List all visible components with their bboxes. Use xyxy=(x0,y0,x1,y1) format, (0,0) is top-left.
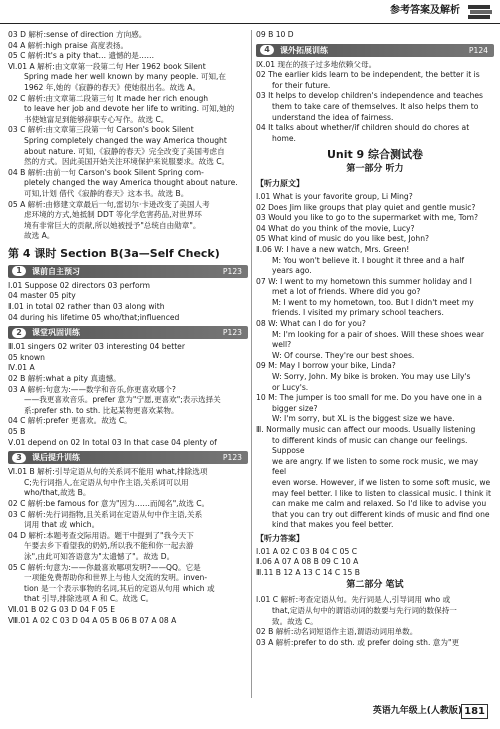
text-line: Ⅵ.01 B 解析:引导定语从句的关系词不能用 what,排除选项 xyxy=(8,467,208,477)
text-line: that,定语从句中的谓语动词的数要与先行词的数保持一 xyxy=(272,605,457,615)
text-line: well? xyxy=(272,340,292,350)
text-line: 09 M: May I borrow your bike, Linda? xyxy=(256,361,396,371)
text-line: 07 W: I went to my hometown this summer holiday and I xyxy=(256,276,472,286)
text-line: 03 A 解析:prefer to do sth. 或 prefer doing sth. 意为"更 xyxy=(256,637,460,647)
text-line: Ⅱ.06 W: I have a new watch, Mrs. Green! xyxy=(256,244,410,254)
section-banner-after-class xyxy=(8,451,248,464)
text-line: M: I'm looking for a pair of shoes. Will these shoes wear xyxy=(272,329,484,339)
text-line: 午要去乡下看望我的奶奶,所以我不能和你一起去游 xyxy=(24,541,194,551)
text-line: 然的方式。因此美国开始关注环境保护来说服要求。故选 C。 xyxy=(24,157,230,167)
column-divider xyxy=(251,30,252,698)
text-line: 03 A 解析:句意为:——数学和音乐,你更喜欢哪个? xyxy=(8,384,176,394)
text-line: 可知,计划 借代《寂静的春天》这本书。故选 B。 xyxy=(24,188,189,198)
text-line: 03 Would you like to go to the supermarket with me, Tom? xyxy=(256,213,479,223)
section-banner-extension xyxy=(256,44,494,57)
text-line: Ⅲ.01 singers 02 writer 03 interesting 04 better xyxy=(8,342,185,352)
text-line: to different kinds of music can change our feelings. Suppose xyxy=(272,435,468,456)
text-line: 04 B 解析:由前一句 Carson's book Silent Spring com- xyxy=(8,167,204,177)
banner-page: P123 xyxy=(222,328,242,338)
text-line: we are angry. If we listen to some rock music, we may feel xyxy=(272,456,479,477)
text-line: met a lot of friends. Where did you go? xyxy=(272,287,421,297)
text-line: Ⅳ.01 A xyxy=(8,363,35,373)
page-number: 181 xyxy=(461,704,488,719)
text-line: 09 B 10 D xyxy=(256,30,294,39)
text-line: 系:prefer sth. to sth. 比起某物更喜欢某物。 xyxy=(24,405,179,415)
footer-book-title: 英语九年级上(人教版) xyxy=(372,706,462,716)
text-line: Spring made her well known by many people. 可知,在 xyxy=(24,72,226,82)
text-line: 04 C 解析:prefer 更喜欢。故选 C。 xyxy=(8,416,132,426)
banner-number: 3 xyxy=(12,453,26,463)
text-line: 05 C 解析:句意为:——你最喜欢哪项发明?——QQ。它是 xyxy=(8,562,201,572)
text-line: 04 It talks about whether/if children should do chores at xyxy=(256,123,470,133)
banner-label: 课前自主预习 xyxy=(32,266,80,276)
header-title: 参考答案及解析 xyxy=(390,5,460,16)
banner-number: 4 xyxy=(260,45,274,55)
banner-label: 课外拓展训练 xyxy=(280,45,328,55)
text-line: pletely changed the way America thought about nature. xyxy=(24,178,238,188)
page-footer xyxy=(0,700,500,729)
answer-block-extension xyxy=(256,60,494,145)
text-line: Ⅱ.01 in total 02 rather than 03 along with xyxy=(8,302,165,312)
text-line: them to take care of themselves. It also helps them to xyxy=(272,101,479,111)
books-logo-icon xyxy=(466,3,494,21)
text-line: W: I'm sorry, but XL is the biggest size we have. xyxy=(272,414,455,424)
text-line: 致。故选 C。 xyxy=(272,616,318,626)
banner-page: P124 xyxy=(468,45,488,55)
text-line: even worse. However, if we listen to some soft music, we xyxy=(272,477,491,487)
text-line: 05 known xyxy=(8,352,45,362)
answer-block-preview xyxy=(8,281,248,323)
text-line: 03 C 解析:由文章第三段第一句 Carson's book Silent xyxy=(8,125,194,135)
part-two-title: 第二部分 笔试 xyxy=(346,580,404,591)
right-column xyxy=(256,30,494,698)
text-line: or Lucy's. xyxy=(272,382,309,392)
text-line: 境有非常巨大的贡献,所以她被授予"总统自由勋章"。 xyxy=(24,220,201,230)
text-line: to leave her job and devote her life to writing. 可知,她的 xyxy=(24,104,235,114)
left-column xyxy=(8,30,248,698)
text-line: Ⅱ.06 A 07 A 08 B 09 C 10 A xyxy=(256,557,359,567)
text-line: 1962 年,她的《寂静的春天》使她很出名。故选 A。 xyxy=(24,82,201,92)
text-line: Ⅰ.01 A 02 C 03 B 04 C 05 C xyxy=(256,546,358,556)
text-line: Ⅰ.01 What is your favorite group, Li Ming? xyxy=(256,191,413,201)
banner-number: 1 xyxy=(12,266,26,276)
text-line: 05 What kind of music do you like best, John? xyxy=(256,234,430,244)
answer-block-classroom xyxy=(8,342,248,448)
text-line: M: You won't believe it. I bought it three and a half xyxy=(272,255,465,265)
text-line: 02 B 解析:what a pity 真遗憾。 xyxy=(8,374,121,384)
text-line: 故选 A。 xyxy=(24,231,55,241)
text-line: who/that,故选 B。 xyxy=(24,488,91,498)
text-line: for their future. xyxy=(272,80,331,90)
text-line: W: Of course. They're our best shoes. xyxy=(272,350,415,360)
text-line: 书使她富足到能够辞职专心写作。故选 C。 xyxy=(24,114,169,124)
text-line: 05 B xyxy=(8,427,26,436)
text-line: Ⅲ.11 B 12 A 13 C 14 C 15 B xyxy=(256,567,360,577)
text-line: tion 是一个表示事物的名词,其后的定语从句用 which 或 xyxy=(24,583,215,593)
text-line: W: Sorry, John. My bike is broken. You may use Lily's xyxy=(272,372,471,382)
text-line: Ⅰ.01 Suppose 02 directors 03 perform xyxy=(8,280,151,290)
section-banner-preview xyxy=(8,265,248,278)
text-line: 泳",由此可知答语意为"太遗憾了"。故选 D。 xyxy=(24,551,175,561)
section-banner-classroom xyxy=(8,326,248,339)
listening-answers-heading: 【听力答案】 xyxy=(256,533,304,543)
text-line: 02 B 解析:动名词短语作主语,谓语动词用单数。 xyxy=(256,627,418,637)
answer-block-after-class xyxy=(8,467,248,626)
text-line: 03 It helps to develop children's independence and teaches xyxy=(256,91,484,101)
text-line: kind that makes you feel better. xyxy=(272,520,394,530)
text-line: Ⅷ.01 A 02 C 03 D 04 A 05 B 06 B 07 A 08 A xyxy=(8,615,177,625)
text-line: 10 M: The jumper is too small for me. Do you have one in a xyxy=(256,393,482,403)
written-answers xyxy=(256,595,494,648)
text-line: 词用 that 或 which。 xyxy=(24,520,100,530)
text-line: Ⅶ.01 B 02 G 03 D 04 F 05 E xyxy=(8,604,116,614)
text-line: 02 C 解析:be famous for 意为"因为……而闻名",故选 C。 xyxy=(8,498,210,508)
text-line: bigger size? xyxy=(272,403,318,413)
listening-script xyxy=(256,192,494,531)
text-line: understand the idea of fairness. xyxy=(272,112,394,122)
text-line: 04 master 05 pity xyxy=(8,291,76,301)
text-line: Ⅵ.01 A 解析:由文章第一段第二句 Her 1962 book Silent xyxy=(8,61,206,71)
text-line: 04 A 解析:high praise 高度表扬。 xyxy=(8,40,129,50)
banner-page: P123 xyxy=(222,453,242,463)
unit-title: Unit 9 综合测试卷 xyxy=(326,148,424,162)
text-line: 08 W: What can I do for you? xyxy=(256,319,366,329)
listening-script-heading: 【听力原文】 xyxy=(256,179,304,189)
text-line: Ⅴ.01 depend on 02 In total 03 In that case 04 plenty of xyxy=(8,437,217,447)
text-line: 04 during his lifetime 05 who/that;influenced xyxy=(8,312,180,322)
text-line: 一项能免费帮助你和世界上与他人交流的发明。inven- xyxy=(24,573,208,583)
text-line: Ⅰ.01 C 解析:考查定语从句。先行词是人,引导词用 who 或 xyxy=(256,595,451,605)
text-line: that 引导,排除选项 A 和 C。故选 C。 xyxy=(24,594,154,604)
banner-page: P123 xyxy=(222,266,242,276)
text-line: M: I went to my hometown, too. But I didn't meet my xyxy=(272,297,474,307)
text-line: ——我更喜欢音乐。prefer 意为"宁愿,更喜欢";表示选择关 xyxy=(24,395,221,405)
text-line: 04 What do you think of the movie, Lucy? xyxy=(256,223,415,233)
text-line: 02 The earlier kids learn to be independent, the better it is xyxy=(256,70,480,80)
text-line: can make me calm and relaxed. So I'd like to advise you xyxy=(272,499,487,509)
text-line: 虑环境的方式,她抵制 DDT 等化学危害药品,对世界环 xyxy=(24,210,202,220)
listening-answers xyxy=(256,547,494,579)
text-line: 02 Does Jim like groups that play quiet and gentle music? xyxy=(256,202,476,212)
lesson-heading: 第 4 课时 Section B(3a—Self Check) xyxy=(8,246,220,260)
text-line: 03 D 解析:sense of direction 方向感。 xyxy=(8,30,147,39)
text-line: home. xyxy=(272,133,296,143)
text-line: friends. I visited my primary school teachers. xyxy=(272,308,444,318)
text-line: Ⅲ. Normally music can affect our moods. Usually listening xyxy=(256,425,476,434)
text-line: 05 C 解析:It's a pity that… 遗憾的是…… xyxy=(8,51,155,61)
text-line: about nature. 可知,《寂静的春天》完全改变了美国考虑自 xyxy=(24,146,225,156)
text-line: C;先行词指人,在定语从句中作主语,关系词可以用 xyxy=(24,477,189,487)
text-line: that you can try out different kinds of music and find one xyxy=(272,509,490,519)
text-line: 04 D 解析:本题考查交际用语。题干中提到了"我今天下 xyxy=(8,530,194,540)
banner-label: 课堂巩固训练 xyxy=(32,328,80,338)
text-line: Spring completely changed the way America thought xyxy=(24,135,227,145)
answer-block-continued xyxy=(256,30,494,41)
text-line: 02 C 解析:由文章第二段第三句 It made her rich enough xyxy=(8,93,209,103)
banner-label: 课后提升训练 xyxy=(32,453,80,463)
text-line: may feel better. I like to listen to classical music. I think it xyxy=(272,488,491,498)
banner-number: 2 xyxy=(12,328,26,338)
part-one-title: 第一部分 听力 xyxy=(346,164,404,175)
text-line: Ⅸ.01 现在的孩子过多地依赖父母。 xyxy=(256,59,377,69)
text-line: 03 C 解析:先行词指物,且关系词在定语从句中作主语,关系 xyxy=(8,509,203,519)
text-line: 05 A 解析:由修建文章最后一句,雷切尔·卡逊改变了美国人考 xyxy=(8,199,210,209)
text-line: years ago. xyxy=(272,266,312,276)
answer-block-lesson3 xyxy=(8,30,248,242)
page-header xyxy=(0,0,500,24)
